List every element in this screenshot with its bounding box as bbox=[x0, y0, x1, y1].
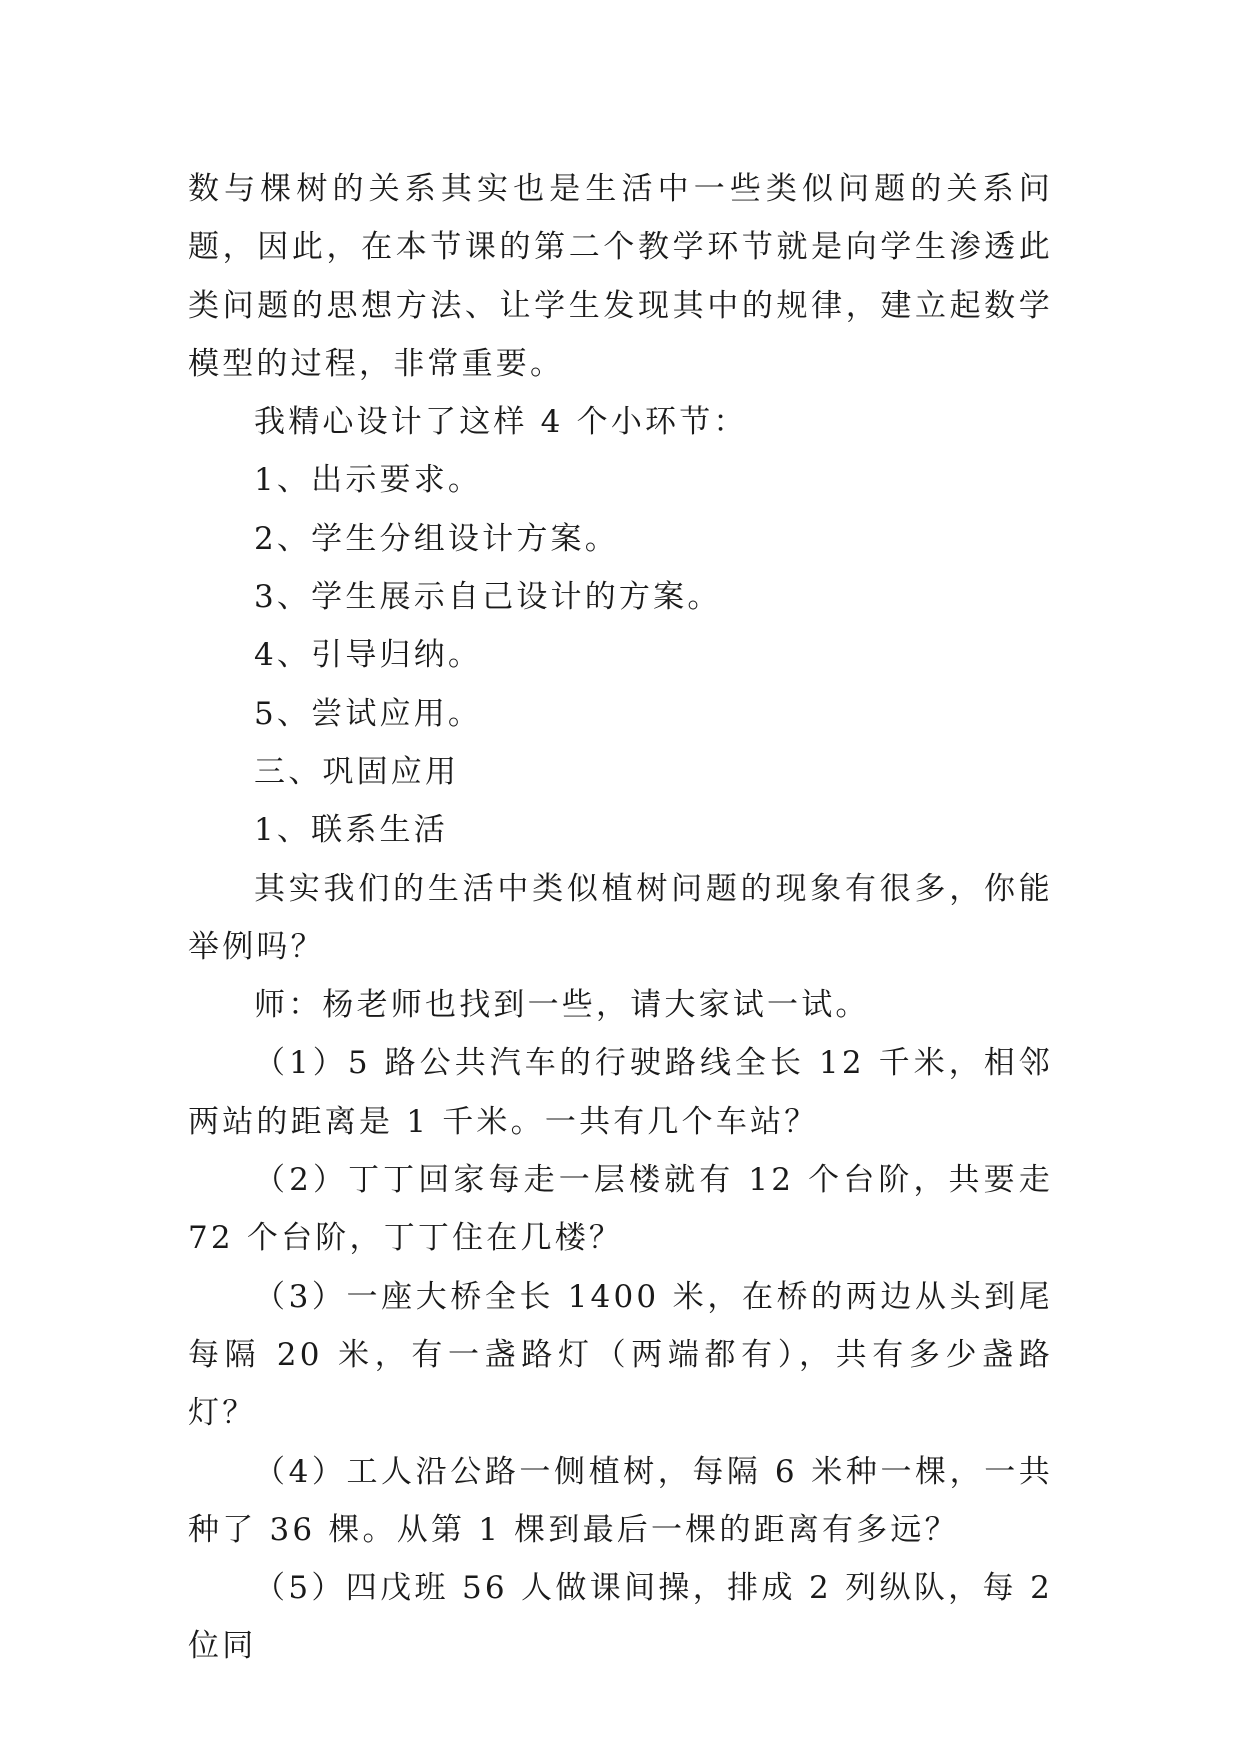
paragraph-teacher: 师：杨老师也找到一些，请大家试一试。 bbox=[254, 987, 870, 1024]
exercise-1: （1）5 路公共汽车的行驶路线全长 12 千米，相邻两站的距离是 1 千米。一共有几个车站？ bbox=[188, 1045, 1053, 1140]
list-item-5: 5、尝试应用。 bbox=[254, 695, 483, 732]
exercise-3: （3）一座大桥全长 1400 米，在桥的两边从头到尾每隔 20 米，有一盏路灯（两端都有），共有多少盏路灯？ bbox=[188, 1278, 1053, 1432]
paragraph-intro: 数与棵树的关系其实也是生活中一些类似问题的关系问题，因此，在本节课的第二个教学环节就是向学生渗透此类问题的思想方法、让学生发现其中的规律，建立起数学模型的过程，非常重要。 bbox=[188, 171, 1053, 382]
list-item-1: 1、出示要求。 bbox=[254, 462, 483, 499]
subsection-heading: 1、联系生活 bbox=[254, 812, 448, 849]
document-body bbox=[188, 160, 1053, 1676]
list-item-3: 3、学生展示自己设计的方案。 bbox=[254, 579, 722, 616]
exercise-4: （4）工人沿公路一侧植树，每隔 6 米种一棵，一共种了 36 棵。从第 1 棵到最后一棵的距离有多远？ bbox=[188, 1453, 1053, 1548]
list-item-4: 4、引导归纳。 bbox=[254, 637, 483, 674]
paragraph-question: 其实我们的生活中类似植树问题的现象有很多，你能举例吗？ bbox=[188, 870, 1053, 965]
exercise-5: （5）四戊班 56 人做课间操，排成 2 列纵队，每 2 位同 bbox=[188, 1570, 1053, 1665]
section-heading: 三、巩固应用 bbox=[254, 753, 460, 790]
exercise-2: （2）丁丁回家每走一层楼就有 12 个台阶，共要走 72 个台阶，丁丁住在几楼？ bbox=[188, 1162, 1053, 1257]
paragraph-design: 我精心设计了这样 4 个小环节： bbox=[254, 404, 748, 441]
list-item-2: 2、学生分组设计方案。 bbox=[254, 520, 619, 557]
